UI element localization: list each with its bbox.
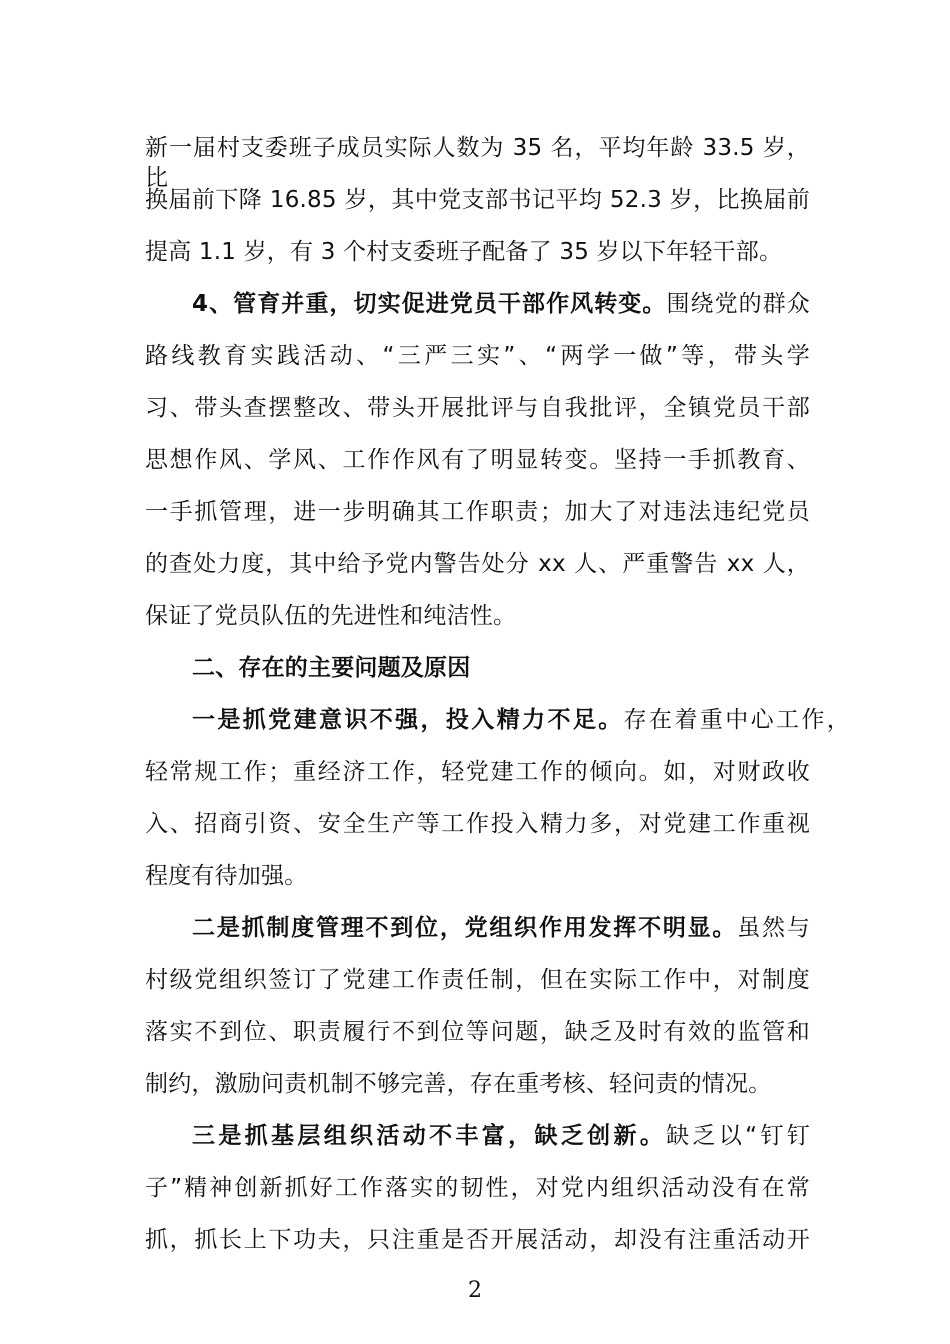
body-text-line	[145, 601, 810, 631]
line-text: 提高 1.1 岁，有 3 个村支委班子配备了 35 岁以下年轻干部。	[145, 239, 783, 265]
body-text-line	[145, 861, 810, 891]
body-text-line	[145, 757, 810, 787]
line-text: 落实不到位、职责履行不到位等问题，缺乏及时有效的监管和	[145, 1019, 810, 1045]
page-number: 2	[468, 1278, 482, 1303]
body-text-line	[145, 1225, 810, 1255]
paragraph-heading-line	[192, 705, 850, 735]
paragraph-heading-line	[192, 913, 810, 943]
paragraph-heading: 4、管育并重，切实促进党员干部作风转变。	[192, 291, 667, 317]
body-text-line	[145, 965, 810, 995]
body-text-line	[145, 549, 810, 579]
body-text-line	[145, 809, 810, 839]
section-heading	[192, 653, 857, 683]
line-text: 入、招商引资、安全生产等工作投入精力多，对党建工作重视	[145, 811, 810, 837]
line-text: 制约，激励问责机制不够完善，存在重考核、轻问责的情况。	[145, 1071, 772, 1097]
line-text: 虽然与	[737, 915, 810, 941]
body-text-line	[145, 1069, 810, 1099]
line-text: 缺乏以“钉钉	[666, 1123, 810, 1149]
body-text-line	[145, 1173, 810, 1203]
paragraph-heading-line	[192, 1121, 810, 1151]
paragraph-heading: 三是抓基层组织活动不丰富，缺乏创新。	[192, 1123, 667, 1149]
line-text: 新一届村支委班子成员实际人数为 35 名，平均年龄 33.5 岁，比	[145, 135, 810, 191]
paragraph-heading: 一是抓党建意识不强，投入精力不足。	[192, 707, 624, 733]
line-text: 轻常规工作；重经济工作，轻党建工作的倾向。如，对财政收	[145, 759, 810, 785]
line-text: 习、带头查摆整改、带头开展批评与自我批评，全镇党员干部	[145, 395, 810, 421]
body-text-line	[145, 1017, 810, 1047]
paragraph-heading: 二是抓制度管理不到位，党组织作用发挥不明显。	[192, 915, 738, 941]
body-text-line	[145, 237, 810, 267]
body-text-line	[145, 497, 810, 527]
line-text: 存在着重中心工作，	[623, 707, 850, 733]
line-text: 保证了党员队伍的先进性和纯洁性。	[145, 603, 517, 629]
body-text-line	[145, 393, 810, 423]
line-text: 思想作风、学风、工作作风有了明显转变。坚持一手抓教育、	[145, 447, 810, 473]
section-heading-text: 二、存在的主要问题及原因	[192, 655, 471, 681]
line-text: 换届前下降 16.85 岁，其中党支部书记平均 52.3 岁，比换届前	[145, 187, 810, 213]
line-text: 围绕党的群众	[666, 291, 810, 317]
paragraph-heading-line	[192, 289, 810, 319]
line-text: 的查处力度，其中给予党内警告处分 xx 人、严重警告 xx 人，	[145, 551, 810, 577]
line-text: 抓，抓长上下功夫，只注重是否开展活动，却没有注重活动开	[145, 1227, 810, 1253]
line-text: 路线教育实践活动、“三严三实”、“两学一做”等，带头学	[145, 343, 810, 369]
body-text-line	[145, 185, 810, 215]
body-text-line	[145, 341, 810, 371]
body-text-line	[145, 133, 810, 191]
line-text: 子”精神创新抓好工作落实的韧性，对党内组织活动没有在常	[145, 1175, 810, 1201]
body-text-line	[145, 445, 810, 475]
line-text: 一手抓管理，进一步明确其工作职责；加大了对违法违纪党员	[145, 499, 810, 525]
line-text: 村级党组织签订了党建工作责任制，但在实际工作中，对制度	[145, 967, 810, 993]
line-text: 程度有待加强。	[145, 863, 308, 889]
